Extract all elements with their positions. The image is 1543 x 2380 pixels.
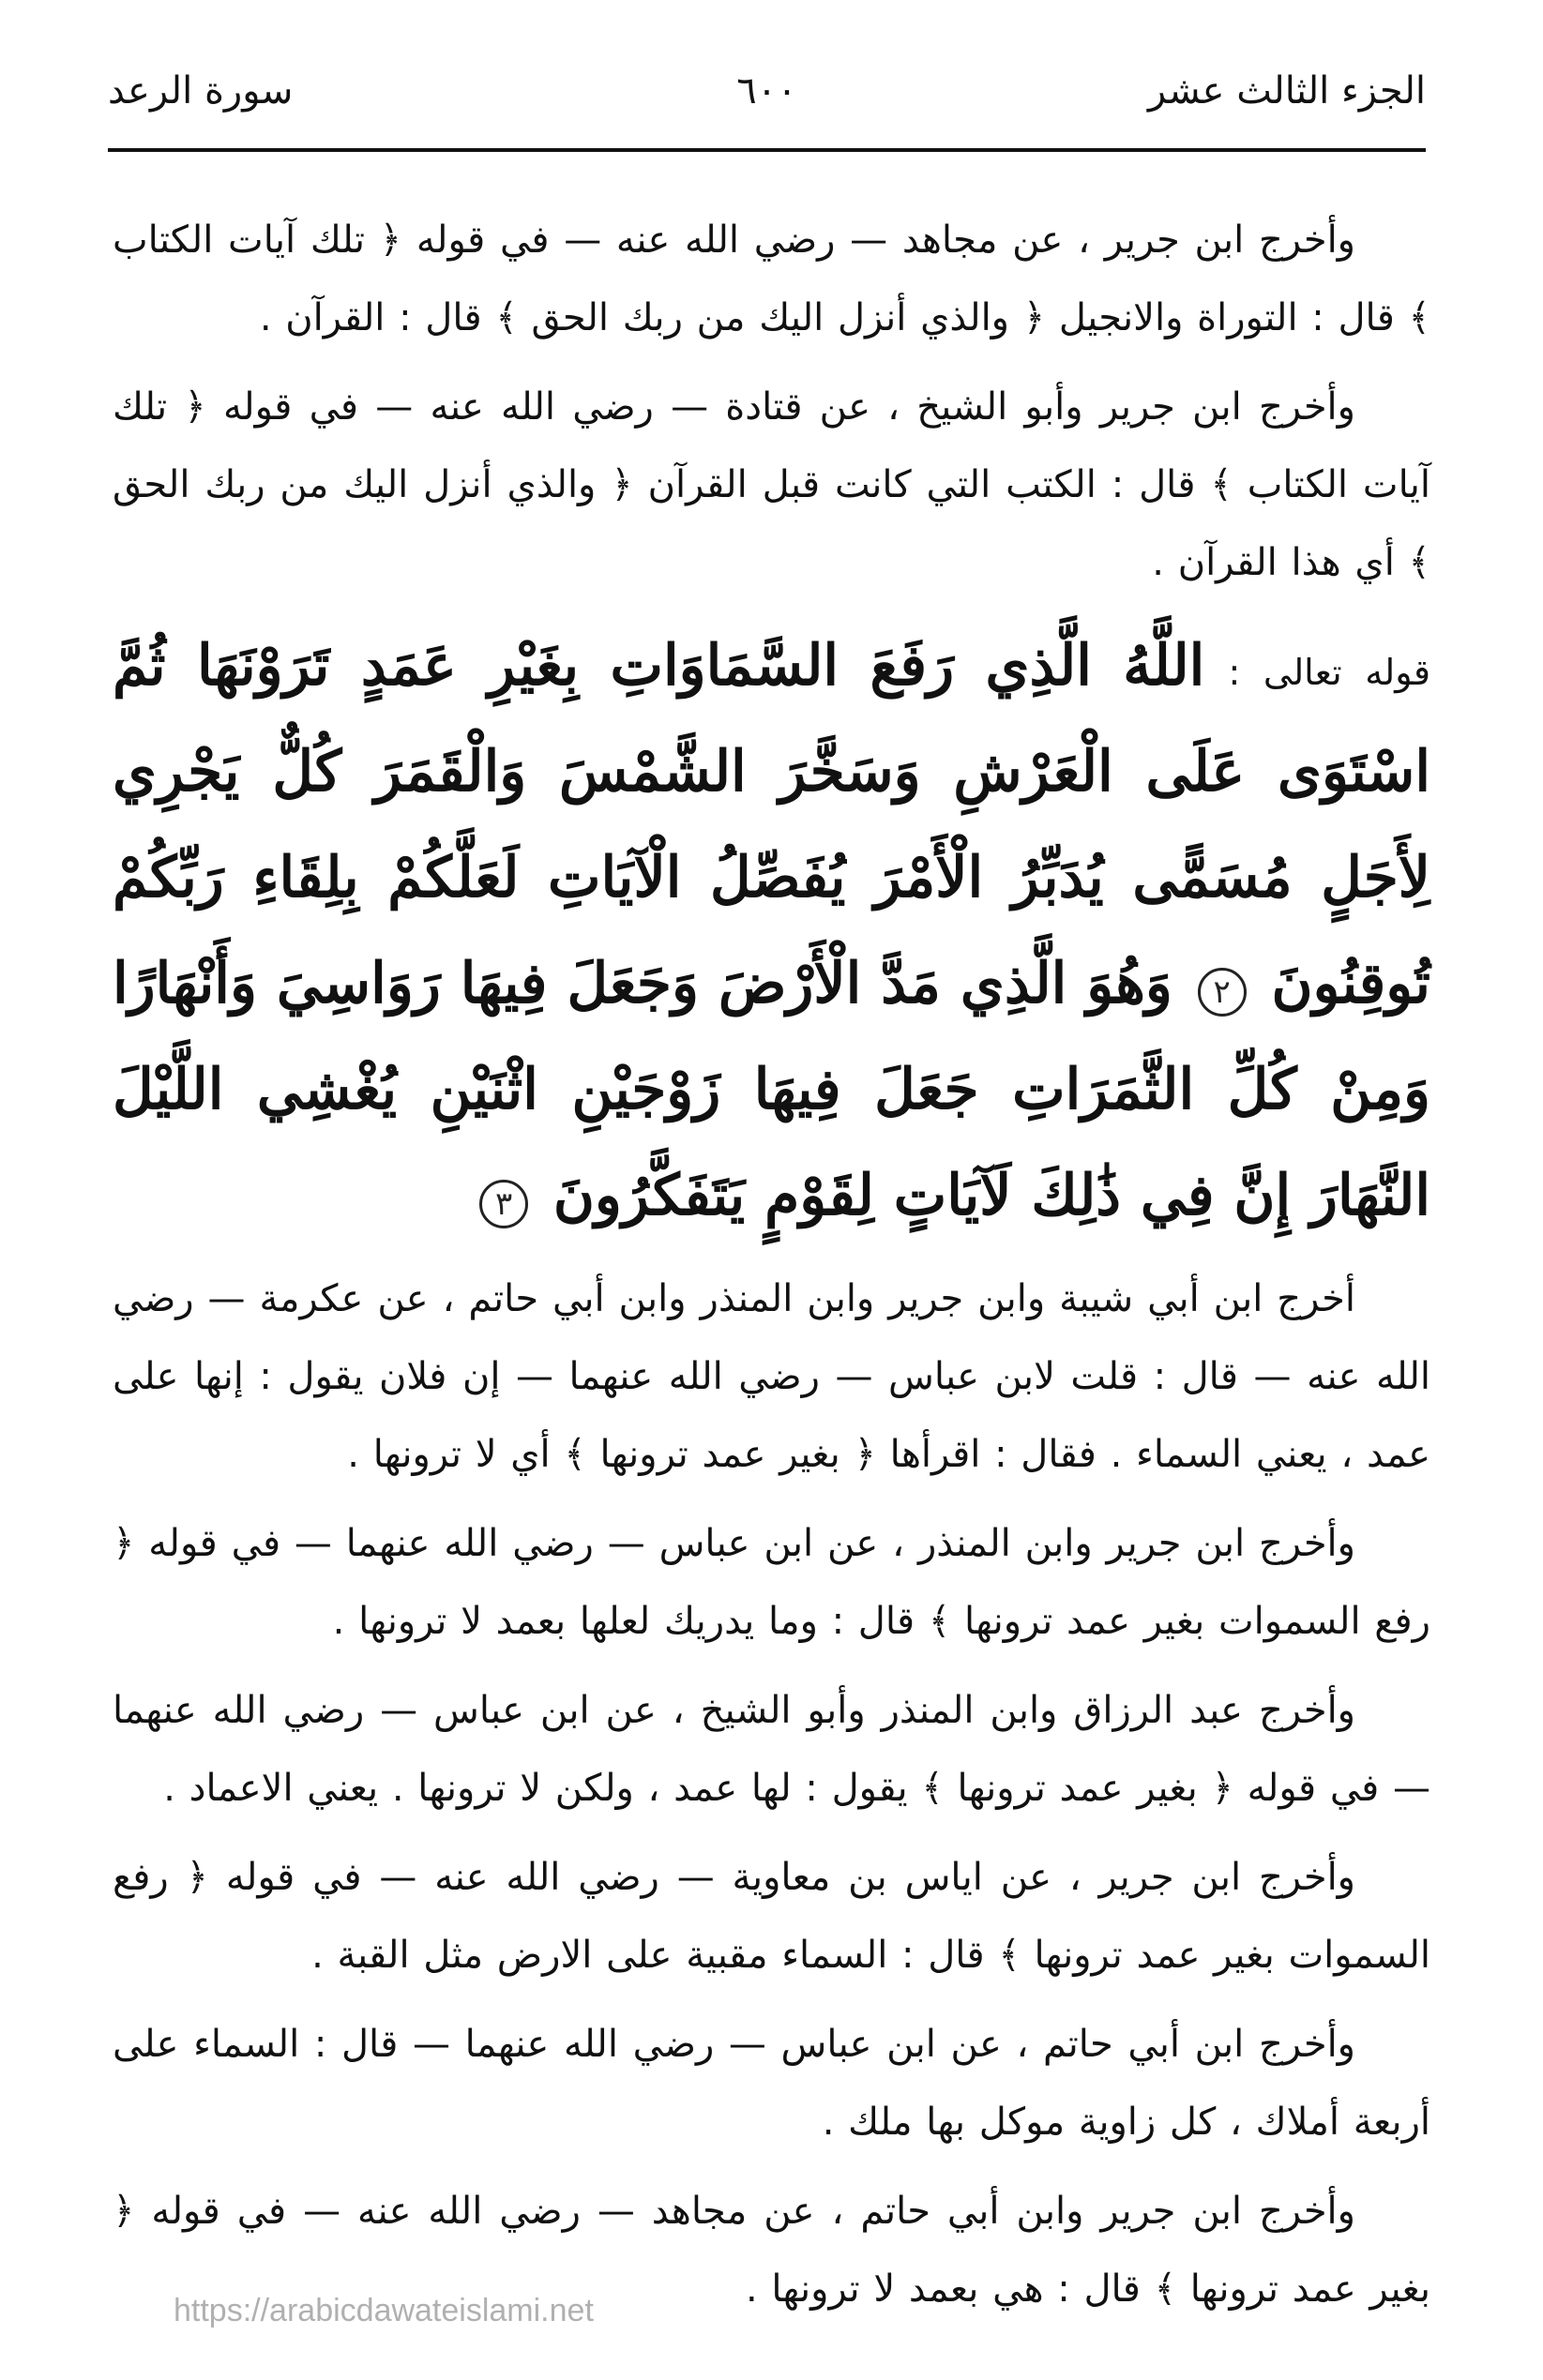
watermark-url: https://arabicdawateislami.net [174,2293,594,2328]
page-header [108,58,1426,124]
paragraph: أخرج ابن أبي شيبة وابن جرير وابن المنذر وابن أبي حاتم ، عن عكرمة — رضي الله عنه — قال : قلت لابن عباس — رضي الله عنهما — إن فلان يقول : إنها على عمد ، يعني السماء . فقال : اقرأها ﴿ بغير عمد ترونها ﴾ أي لا ترونها . [113,1277,1430,1476]
ayah-number-marker: ٣ [479,1180,528,1228]
paragraph: وأخرج ابن جرير وأبو الشيخ ، عن قتادة — رضي الله عنه — في قوله ﴿ تلك آيات الكتاب ﴾ قال : الكتب التي كانت قبل القرآن ﴿ والذي أنزل اليك من ربك الحق ﴾ أي هذا القرآن . [113,385,1430,584]
paragraph: وأخرج ابن جرير ، عن اياس بن معاوية — رضي الله عنه — في قوله ﴿ رفع السموات بغير عمد ترونها ﴾ قال : السماء مقبية على الارض مثل القبة . [113,1856,1430,1977]
paragraph: وأخرج ابن جرير ، عن مجاهد — رضي الله عنه — في قوله ﴿ تلك آيات الكتاب ﴾ قال : التوراة والانجيل ﴿ والذي أنزل اليك من ربك الحق ﴾ قال : القرآن . [113,218,1430,339]
quran-text: وَهُوَ الَّذِي مَدَّ الْأَرْضَ وَجَعَلَ فِيهَا رَوَاسِيَ وَأَنْهَارًا وَمِنْ كُلِّ الثَّمَرَاتِ جَعَلَ فِيهَا زَوْجَيْنِ اثْنَيْنِ يُغْشِي اللَّيْلَ النَّهَارَ إِنَّ فِي ذَٰلِكَ لَآيَاتٍ لِقَوْمٍ يَتَفَكَّرُونَ [113,951,1430,1228]
paragraph: وأخرج عبد الرزاق وابن المنذر وأبو الشيخ ، عن ابن عباس — رضي الله عنهما — في قوله ﴿ بغير عمد ترونها ﴾ يقول : لها عمد ، ولكن لا ترونها . يعني الاعماد . [113,1689,1430,1810]
page-number: ٦٠٠ [736,69,797,113]
header-rule [108,148,1426,152]
quran-verse-block [113,613,1430,1249]
ayah-number-marker: ٢ [1198,968,1247,1017]
part-title: الجزء الثالث عشر [1147,69,1426,113]
paragraph: وأخرج ابن جرير وابن المنذر ، عن ابن عباس — رضي الله عنهما — في قوله ﴿ رفع السموات بغير عمد ترونها ﴾ قال : وما يدريك لعلها بعمد لا ترونها . [113,1522,1430,1643]
surah-title: سورة الرعد [108,69,294,113]
paragraph: وأخرج ابن أبي حاتم ، عن ابن عباس — رضي الله عنهما — قال : السماء على أربعة أملاك ، كل زاوية موكل بها ملك . [113,2023,1430,2144]
verse-intro: قوله تعالى : [1228,652,1430,693]
quran-text: اللَّهُ الَّذِي رَفَعَ السَّمَاوَاتِ بِغَيْرِ عَمَدٍ تَرَوْنَهَا ثُمَّ اسْتَوَى عَلَى الْعَرْشِ وَسَخَّرَ الشَّمْسَ وَالْقَمَرَ كُلٌّ يَجْرِي لِأَجَلٍ مُسَمًّى يُدَبِّرُ الْأَمْرَ يُفَصِّلُ الْآيَاتِ لَعَلَّكُمْ بِلِقَاءِ رَبِّكُمْ تُوقِنُونَ [113,633,1430,1017]
paragraph: وأخرج ابن جرير وابن أبي حاتم ، عن مجاهد — رضي الله عنه — في قوله ﴿ بغير عمد ترونها ﴾ قال : هي بعمد لا ترونها . [113,2190,1430,2311]
page-body [113,202,1430,2340]
